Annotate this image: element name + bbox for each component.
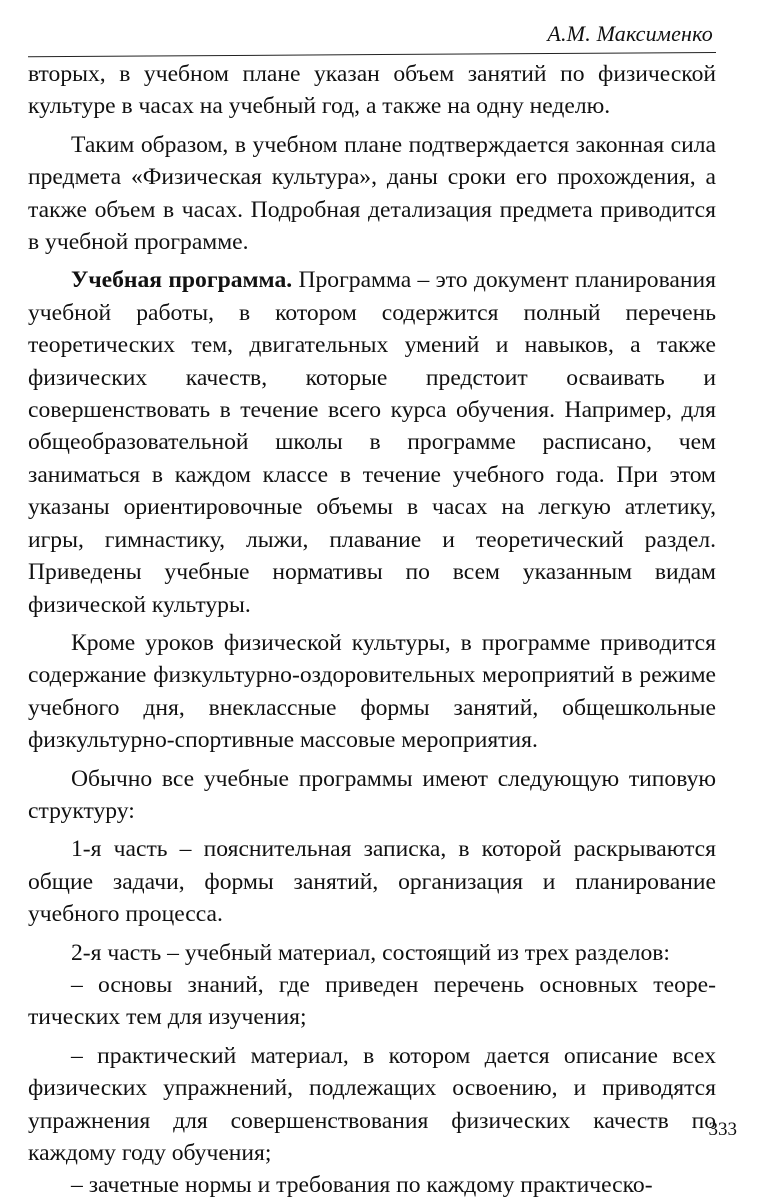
- paragraph-text: Программа – это документ планирования учебной работы, в котором содержится полный перечень теоретических тем, двигательных умений и навыков, а также физических качеств, которые предстоит осваивать и совершенствовать в течение всего курса обучения. Например, для общеобразовательной школы в программе расписано, чем заниматься в каждом классе в течение учебного года. При этом указаны ориентировочные объемы в часах на легкую атлетику, игры, гимнастику, лыжи, плавание и теоретический раздел. Приведены учебные нормативы по всем указанным видам физической культуры.: [28, 267, 717, 618]
- list-item: [28, 969, 716, 1034]
- body-text: [28, 58, 716, 1202]
- paragraph: [28, 129, 716, 259]
- paragraph-text: – зачетные нормы и требования по каждому практическо-: [71, 1172, 653, 1199]
- paragraph: [28, 627, 716, 757]
- run-in-heading: Учебная программа.: [71, 267, 293, 294]
- paragraph-text: вторых, в учебном плане указан объем занятий по физической культуре в часах на учебный год, а также на одну неделю.: [28, 61, 716, 120]
- running-head-author: А.М. Максименко: [547, 21, 713, 46]
- paragraph: [28, 763, 716, 828]
- paragraph-continuation: [28, 58, 716, 123]
- paragraph-text: 2-я часть – учебный материал, состоящий из трех разделов:: [71, 939, 670, 966]
- paragraph: [28, 833, 716, 930]
- paragraph-curriculum: [28, 264, 716, 620]
- paragraph-text: Обычно все учебные программы имеют следующую типовую структуру:: [28, 765, 716, 824]
- paragraph-text: Кроме уроков физической культуры, в программе приводится содержание физкультурно-оздоровительных мероприятий в режиме учебного дня, внеклассные формы занятий, общешкольные физкультурно-спортивные массовые мероприятия.: [28, 629, 716, 754]
- paragraph-text: – практический материал, в котором дается описание всех физических упражнений, подлежащих освоению, и приводятся упражнения для совершенствования физических качеств по каждому году обучения;: [28, 1042, 716, 1166]
- paragraph-text: – основы знаний, где приведен перечень основных теоретических тем для изучения;: [28, 971, 716, 1031]
- paragraph-text: Таким образом, в учебном плане подтверждается законная сила предмета «Физическая культура», даны сроки его прохождения, а также объем в часах. Подробная детализация предмета приводится в учебной программе.: [28, 131, 716, 256]
- paragraph: [28, 937, 716, 969]
- list-item: [28, 1169, 716, 1201]
- list-item: [28, 1040, 716, 1170]
- header-rule: [28, 52, 716, 57]
- paragraph-text: 1-я часть – пояснительная записка, в которой раскрываются общие задачи, формы занятий, организация и планирование учебного процесса.: [28, 836, 716, 928]
- page-number: 333: [708, 1119, 737, 1140]
